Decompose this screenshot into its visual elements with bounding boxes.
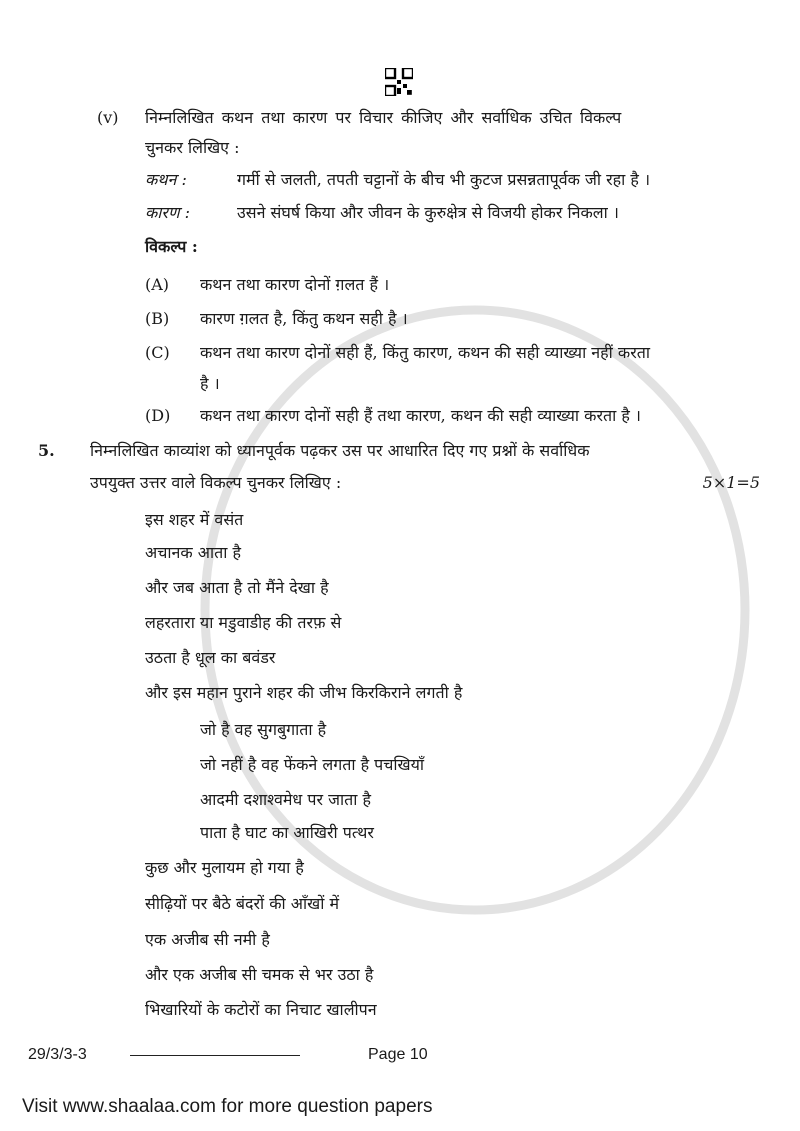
question-v-text-2: चुनकर लिखिए : [145, 138, 240, 157]
poem-line: भिखारियों के कटोरों का निचाट खालीपन [145, 1000, 377, 1019]
option-key: (A) [145, 275, 170, 294]
poem-line: उठता है धूल का बवंडर [145, 648, 276, 667]
poem-line: जो है वह सुगबुगाता है [200, 720, 327, 739]
poem-line: कुछ और मुलायम हो गया है [145, 858, 304, 877]
question-v-text-1: निम्नलिखित कथन तथा कारण पर विचार कीजिए और सर्वाधिक उचित विकल्प [145, 108, 622, 127]
poem-line: एक अजीब सी नमी है [145, 930, 270, 949]
question-5-text-1: निम्नलिखित काव्यांश को ध्यानपूर्वक पढ़कर उस पर आधारित दिए गए प्रश्नों के सर्वाधिक [90, 441, 590, 460]
option-key: (D) [145, 406, 171, 425]
options-label: विकल्प : [145, 237, 198, 256]
option-text: कथन तथा कारण दोनों सही हैं तथा कारण, कथन की सही व्याख्या करता है । [200, 406, 641, 425]
poem-line: अचानक आता है [145, 543, 241, 562]
footer-rule [130, 1055, 300, 1056]
poem-line: और एक अजीब सी चमक से भर उठा है [145, 965, 374, 984]
qr-code-icon [385, 68, 413, 96]
poem-line: आदमी दशाश्वमेध पर जाता है [200, 790, 371, 809]
option-text: कथन तथा कारण दोनों सही हैं, किंतु कारण, कथन की सही व्याख्या नहीं करता [200, 343, 651, 362]
poem-line: और इस महान पुराने शहर की जीभ किरकिराने लगती है [145, 683, 463, 702]
question-5-text-2: उपयुक्त उत्तर वाले विकल्प चुनकर लिखिए : [90, 473, 342, 492]
poem-line: लहरतारा या मडुवाडीह की तरफ़ से [145, 613, 342, 632]
kathan-text: गर्मी से जलती, तपती चट्टानों के बीच भी कुटज प्रसन्नतापूर्वक जी रहा है । [237, 170, 651, 189]
karan-text: उसने संघर्ष किया और जीवन के कुरुक्षेत्र से विजयी होकर निकला । [237, 203, 619, 222]
option-key: (B) [145, 309, 170, 328]
poem-line: सीढ़ियों पर बैठे बंदरों की आँखों में [145, 894, 340, 913]
option-text: कारण ग़लत है, किंतु कथन सही है । [200, 309, 408, 328]
option-key: (C) [145, 343, 170, 362]
question-number-v: (v) [97, 108, 119, 127]
paper-code: 29/3/3-3 [28, 1046, 87, 1063]
poem-line: जो नहीं है वह फेंकने लगता है पचखियाँ [200, 755, 425, 774]
option-text: कथन तथा कारण दोनों ग़लत हैं । [200, 275, 390, 294]
question-number-5: 5. [38, 441, 55, 460]
marks: 5×1=5 [702, 473, 760, 492]
kathan-label: कथन : [145, 170, 187, 189]
poem-line: पाता है घाट का आखिरी पत्थर [200, 823, 374, 842]
page-number: Page 10 [368, 1046, 428, 1063]
option-text-cont: है । [200, 374, 220, 393]
poem-line: और जब आता है तो मैंने देखा है [145, 578, 329, 597]
poem-line: इस शहर में वसंत [145, 510, 244, 529]
visit-link[interactable]: Visit www.shaalaa.com for more question papers [22, 1096, 433, 1117]
karan-label: कारण : [145, 203, 191, 222]
